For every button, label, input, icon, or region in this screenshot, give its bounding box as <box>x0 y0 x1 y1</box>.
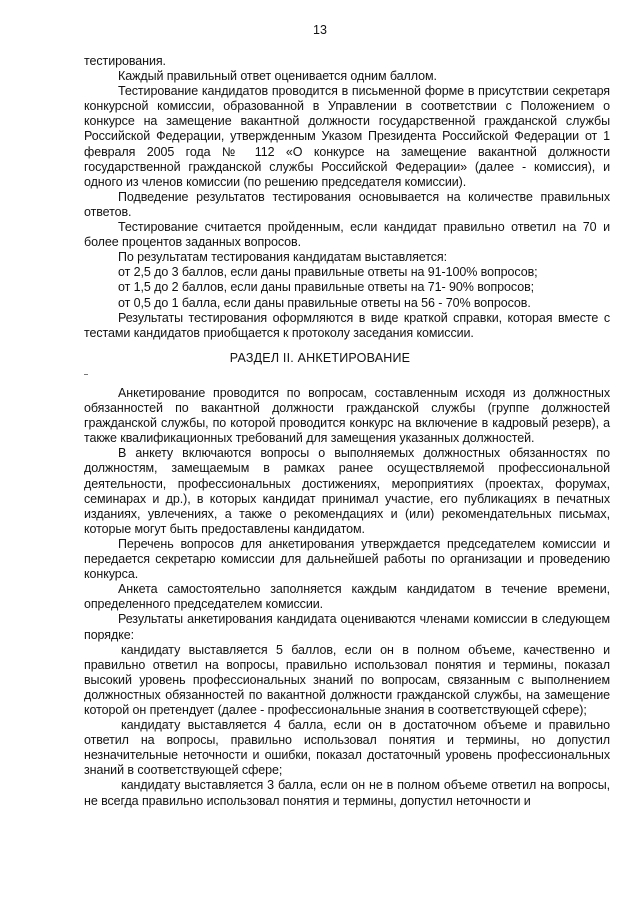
paragraph: По результатам тестирования кандидатам выставляется: <box>118 250 448 265</box>
paragraph: кандидату выставляется 3 балла, если он не в полном объеме ответил на вопросы, не всегда правильно использовал понятия и термины, допустил неточности и <box>84 778 610 808</box>
paragraph: Анкетирование проводится по вопросам, составленным исходя из должностных обязанностей по вакантной должности гражданской службы (группе должностей гражданской службы, по которой проводится конкурс на включение в кадровый резерв), а также квалификационных требований для замещения указанных должностей. <box>84 386 610 446</box>
margin-dash-mark <box>84 374 88 375</box>
paragraph: Каждый правильный ответ оценивается одним баллом. <box>118 69 437 84</box>
testing-section-text <box>84 54 610 341</box>
paragraph: Перечень вопросов для анкетирования утверждается председателем комиссии и передается секретарю комиссии для дальнейшей работы по организации и проведению конкурса. <box>84 536 610 582</box>
paragraph: от 0,5 до 1 балла, если даны правильные ответы на 56 - 70% вопросов. <box>118 295 531 310</box>
section-heading: РАЗДЕЛ II. АНКЕТИРОВАНИЕ <box>229 351 411 365</box>
questionnaire-section-text <box>84 386 610 809</box>
paragraph: Тестирование считается пройденным, если кандидат правильно ответил на 70 и более процентов заданных вопросов. <box>84 220 610 250</box>
paragraph: от 1,5 до 2 баллов, если даны правильные ответы на 71- 90% вопросов; <box>118 280 535 295</box>
paragraph: Подведение результатов тестирования основывается на количестве правильных ответов. <box>84 189 610 219</box>
paragraph: Результаты тестирования оформляются в виде краткой справки, которая вместе с тестами кандидатов приобщается к протоколу заседания комиссии. <box>84 310 610 340</box>
paragraph: тестирования. <box>84 54 166 68</box>
paragraph: Результаты анкетирования кандидата оцениваются членами комиссии в следующем порядке: <box>84 612 610 642</box>
paragraph: от 2,5 до 3 баллов, если даны правильные ответы на 91-100% вопросов; <box>118 265 538 280</box>
paragraph: В анкету включаются вопросы о выполняемых должностных обязанностях по должностям, замещаемым в рамках ранее осуществляемой профессиональной деятельности, профессиональных достижениях, мероприятиях (проектах, форумах, семинарах и др.), в которых кандидат принимал участие, его публикациях в печатных изданиях, увлечениях, а также о рекомендациях и (или) рекомендательных письмах, которые могут быть предоставлены кандидатом. <box>84 446 610 536</box>
paragraph: Анкета самостоятельно заполняется каждым кандидатом в течение времени, определенного председателем комиссии. <box>84 582 610 612</box>
paragraph: Тестирование кандидатов проводится в письменной форме в присутствии секретаря конкурсной комиссии, образованной в Управлении в соответствии с Положением о конкурсе на замещение вакантной должности государственной гражданской службы Российской Федерации, утвержденным Указом Президента Российской Федерации от 1 февраля 2005 года № 112 «О конкурсе на замещение вакантной должности государственной гражданской службы Российской Федерации» (далее - комиссия), и одного из членов комиссии (по решению председателя комиссии). <box>84 84 610 189</box>
page-number: 13 <box>313 23 327 37</box>
paragraph: кандидату выставляется 4 балла, если он в достаточном объеме и правильно ответил на вопросы, правильно использовал понятия и термины, но допустил незначительные неточности и ошибки, показал достаточный уровень профессиональных знаний в соответствующей сфере; <box>84 718 610 778</box>
paragraph: кандидату выставляется 5 баллов, если он в полном объеме, качественно и правильно ответил на вопросы, правильно использовал понятия и термины, показал высокий уровень профессиональных знаний по вопросам, связанным с выполнением должностных обязанностей по вакантной должности гражданской службы, на замещение которой он претендует (далее - профессиональные знания в соответствующей сфере); <box>84 642 610 717</box>
